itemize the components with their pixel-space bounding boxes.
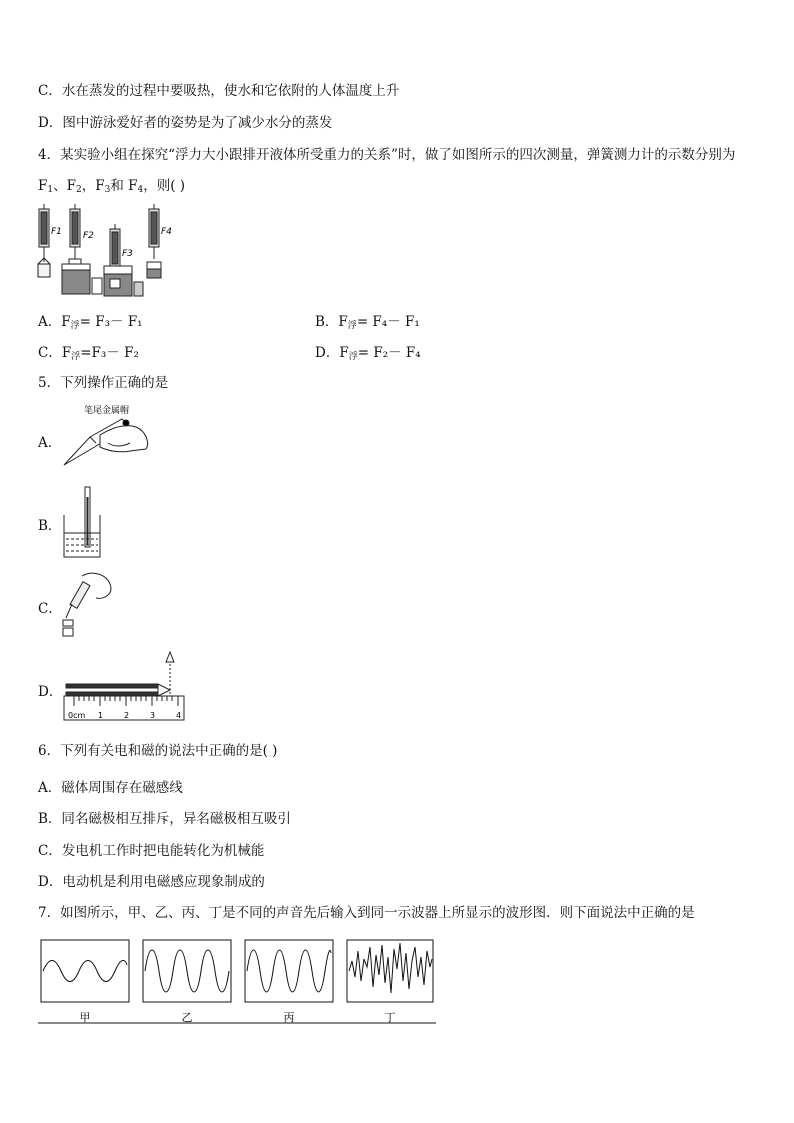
q4-option-c: C．$F_浮=F_3- F_2$ xyxy=(38,345,139,362)
pen-caption: 笔尾金属帽 xyxy=(84,406,130,416)
oscilloscope-waveforms-figure xyxy=(38,937,438,1027)
q4-option-a: A．$F_浮= F_3- F_1$ xyxy=(38,314,143,331)
dropper-figure xyxy=(60,568,116,644)
gauge-label-f4: F4 xyxy=(161,227,172,237)
q6-option-a: A．磁体周围存在磁感线 xyxy=(38,780,183,796)
wave-ding xyxy=(349,943,432,993)
ruler-tick-2: 2 xyxy=(124,711,130,720)
wave-label-bing: 丙 xyxy=(283,1011,295,1024)
test-pen-hand-figure xyxy=(60,403,152,471)
q4-stem-line2: $F_1$、$F_2$，$F_3$和 $F_4$，则( ) xyxy=(38,178,186,195)
wave-bing xyxy=(247,950,331,992)
ruler-tick-0: 0cm xyxy=(68,711,86,720)
ruler-tick-3: 3 xyxy=(150,711,156,720)
q5-label-a: A． xyxy=(38,435,62,451)
q5-stem: 5．下列操作正确的是 xyxy=(38,375,169,391)
q6-option-c: C．发电机工作时把电能转化为机械能 xyxy=(38,843,265,859)
q6-option-b: B．同名磁极相互排斥，异名磁极相互吸引 xyxy=(38,811,291,827)
q4-option-d: D．$F_浮= F_2- F_4$ xyxy=(315,345,421,362)
q7-stem: 7．如图所示，甲、乙、丙、丁是不同的声音先后输入到同一示波器上所显示的波形图．则下面说法中正确的是 xyxy=(38,905,695,921)
q6-option-d: D．电动机是利用电磁感应现象制成的 xyxy=(38,874,265,890)
q5-label-d: D． xyxy=(38,684,63,700)
wave-label-jia: 甲 xyxy=(79,1011,91,1024)
q4-stem-line1: 4．某实验小组在探究“浮力大小跟排开液体所受重力的关系”时，做了如图所示的四次测量，弹簧测力计的示数分别为 xyxy=(38,147,736,163)
q5-label-b: B． xyxy=(38,518,62,534)
ruler-pencil-figure xyxy=(62,648,190,724)
q5-label-c: C． xyxy=(38,601,62,617)
gauge-label-f3: F3 xyxy=(122,249,133,259)
wave-yi xyxy=(145,950,229,992)
thermometer-beaker-figure xyxy=(60,485,105,561)
gauge-label-f2: F2 xyxy=(83,231,94,241)
gauge-label-f1: F1 xyxy=(51,227,62,237)
wave-label-ding: 丁 xyxy=(384,1011,396,1024)
ruler-tick-1: 1 xyxy=(98,711,104,720)
q3-option-d: D．图中游泳爱好者的姿势是为了减少水分的蒸发 xyxy=(38,115,333,131)
q4-spring-scale-figure xyxy=(30,204,180,300)
ruler-tick-4: 4 xyxy=(176,711,182,720)
wave-jia xyxy=(43,960,127,981)
q4-option-b: B．$F_浮= F_4- F_1$ xyxy=(315,314,420,331)
q3-option-c: C．水在蒸发的过程中要吸热，使水和它依附的人体温度上升 xyxy=(38,83,400,99)
q6-stem: 6．下列有关电和磁的说法中正确的是( ) xyxy=(38,743,278,759)
wave-label-yi: 乙 xyxy=(181,1011,193,1024)
